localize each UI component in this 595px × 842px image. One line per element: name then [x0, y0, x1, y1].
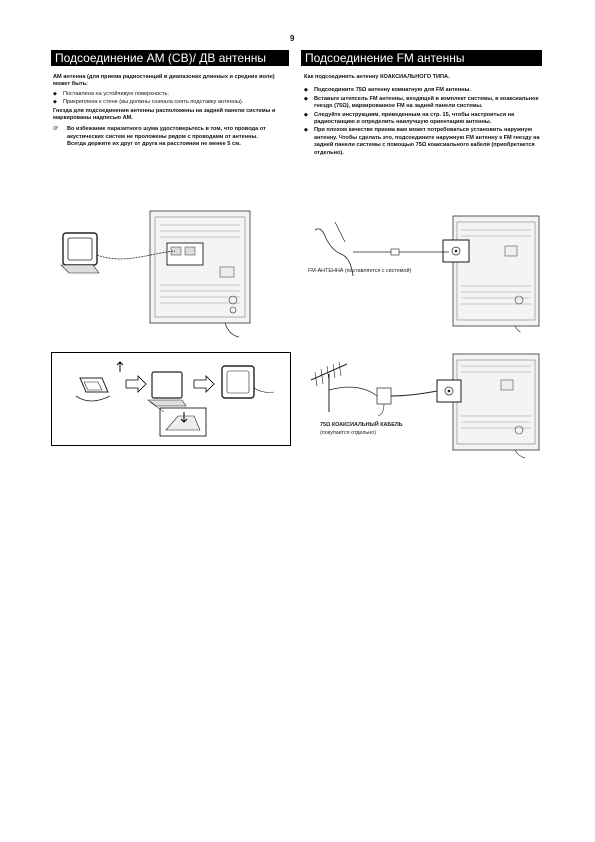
am-bullet: ◆ Поставлена на устойчивую поверхность.: [53, 91, 285, 98]
am-note-line: Во избежание паразитного шума удостоверьтесь в том, что провода от акустических систем не проложены рядом с проводами от антенны.: [67, 126, 266, 140]
pointing-hand-icon: ☞: [53, 126, 59, 133]
am-section-header: Подсоединение АМ (СВ)/ ДВ антенны: [51, 50, 289, 66]
fm-bullet: ◆ Следуйте инструкциям, приведенным на стр. 15, чтобы настроиться на радиостанцию и определить наилучшую ориентацию антенны.: [304, 112, 540, 127]
page-number: 9: [290, 34, 295, 43]
am-note: [53, 126, 285, 148]
fm-section-header: Подсоединение FM антенны: [301, 50, 542, 66]
fm-antenna-label: FM-АНТЕННА (поставляется с системой): [308, 268, 412, 274]
am-intro: АМ антенна (для приема радиостанций в диапазонах длинных и средних волн) может быть:: [53, 74, 275, 88]
fm-bullet: ◆ Вставьте штепсель FM антенны, входящей в комплект системы, в коаксиальное гнездо (75Ω), маркированное FM на задней панели системы.: [304, 96, 540, 111]
coax-cable-label: 75Ω КОАКСИАЛЬНЫЙ КАБЕЛЬ: [320, 422, 403, 428]
am-antenna-assembly-steps: [60, 358, 280, 440]
fm-outdoor-antenna-figure: [305, 350, 545, 460]
am-bullet: ◆ Прикреплена к стене (вы должны сначала снять подставку антенны).: [53, 99, 285, 106]
fm-bullet-list: [304, 87, 540, 157]
am-bullet-list: [53, 91, 285, 107]
fm-bullet: ◆ При плохом качестве приема вам может потребоваться установить наружную антенну. Чтобы сделать это, подсоедините наружную FM антенну к FM гнезду на задней панели системы с помощью 75Ω коаксиального кабеля (приобретается отдельно).: [304, 127, 540, 157]
fm-section-text: [304, 74, 540, 158]
fm-bullet: ◆ Подсоедините 75Ω антенну комнатную для FM антенны.: [304, 87, 540, 94]
am-note-line: Всегда держите их друг от друга на расстоянии не менее 5 см.: [67, 141, 241, 148]
am-antenna-connection-figure: [55, 205, 265, 345]
fm-intro: Как подсоединить антенну КОАКСИАЛЬНОГО ТИПА.: [304, 74, 450, 80]
am-connection-text: Гнезда для подсоединения антенны расположены на задней панели системы и маркированы надписью АМ.: [53, 107, 276, 122]
am-section-text: [53, 74, 285, 149]
coax-cable-sublabel: (покупается отдельно): [320, 430, 376, 436]
